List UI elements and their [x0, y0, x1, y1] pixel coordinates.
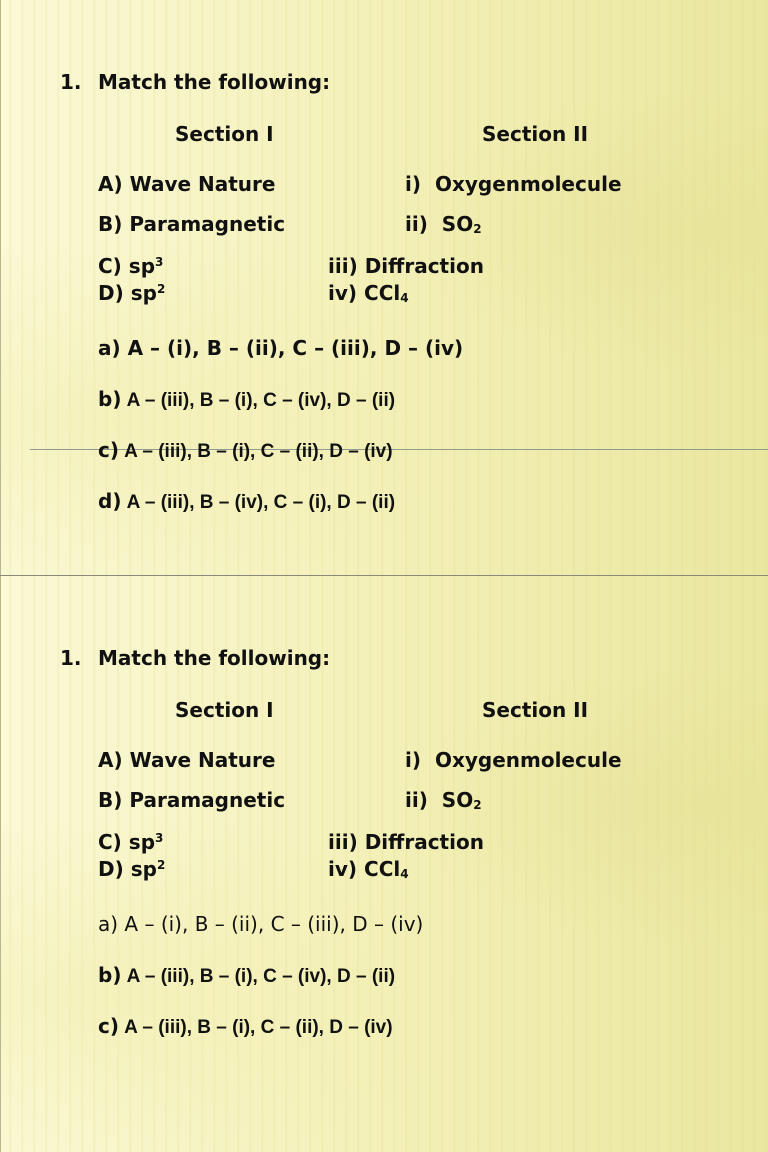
item-d-base: sp: [130, 281, 157, 305]
slide-edge: [0, 0, 1, 576]
question-number: 1.: [60, 70, 82, 94]
item-d-sup: 2: [156, 858, 166, 872]
item-c: [98, 254, 163, 278]
item-c-label: C): [98, 830, 122, 854]
option-a: [98, 336, 463, 360]
section-1-header: Section I: [175, 698, 274, 722]
item-c-label: C): [98, 254, 122, 278]
section-2-header: Section II: [482, 698, 589, 722]
match-iv-sub: 4: [400, 291, 409, 305]
match-ii-label: ii): [405, 788, 428, 812]
item-a-text: Wave Nature: [129, 748, 276, 772]
match-ii-sub: 2: [473, 222, 482, 236]
section-1-header: Section I: [175, 122, 274, 146]
option-a-text: A – (i), B – (ii), C – (iii), D – (iv): [127, 336, 464, 360]
item-b-label: B): [98, 212, 123, 236]
match-ii: [405, 212, 482, 236]
item-c-base: sp: [128, 830, 156, 854]
item-d: [98, 281, 165, 305]
option-d-label: d): [98, 489, 122, 513]
slide-edge: [0, 576, 1, 1152]
option-d: [98, 489, 395, 514]
match-iv-sub: 4: [400, 867, 409, 881]
match-iv-base: CCl: [364, 857, 401, 881]
match-iv: [328, 857, 409, 881]
match-iii-text: Diffraction: [364, 254, 484, 278]
item-c-sup: 3: [155, 831, 164, 845]
item-b: [98, 212, 285, 236]
match-ii: [405, 788, 482, 812]
match-i: [405, 172, 622, 196]
item-c-base: sp: [128, 254, 156, 278]
item-c-sup: 3: [155, 255, 164, 269]
match-i-text: Oxygenmolecule: [434, 748, 622, 772]
option-c: [98, 438, 393, 463]
question-text: Match the following:: [98, 646, 331, 670]
option-b-label: b): [98, 963, 122, 987]
match-iii-text: Diffraction: [364, 830, 484, 854]
option-b-text: A – (iii), B – (i), C – (iv), D – (ii): [126, 390, 396, 411]
item-b-text: Paramagnetic: [129, 788, 286, 812]
option-a-label: a): [98, 336, 121, 360]
match-ii-label: ii): [405, 212, 428, 236]
item-d-label: D): [98, 857, 124, 881]
section-2-header: Section II: [482, 122, 589, 146]
match-iv: [328, 281, 409, 305]
item-d: [98, 857, 165, 881]
option-c-label: c): [98, 438, 119, 462]
match-iv-base: CCl: [364, 281, 401, 305]
match-iii-label: iii): [328, 254, 358, 278]
option-c-text: A – (iii), B – (i), C – (ii), D – (iv): [124, 441, 393, 462]
option-c-label: c): [98, 1014, 119, 1038]
match-iii-label: iii): [328, 830, 358, 854]
match-ii-base: SO: [441, 788, 474, 812]
slide-2: [0, 576, 768, 1152]
question-number: 1.: [60, 646, 82, 670]
option-b-text: A – (iii), B – (i), C – (iv), D – (ii): [126, 966, 396, 987]
item-d-label: D): [98, 281, 124, 305]
option-c: [98, 1014, 393, 1039]
item-b: [98, 788, 285, 812]
option-a: [98, 912, 423, 936]
match-iii: [328, 830, 484, 854]
item-b-label: B): [98, 788, 123, 812]
item-a: [98, 172, 275, 196]
option-a-text: A – (i), B – (ii), C – (iii), D – (iv): [124, 912, 424, 936]
match-ii-base: SO: [441, 212, 474, 236]
option-b: [98, 963, 395, 988]
item-a: [98, 748, 275, 772]
match-i: [405, 748, 622, 772]
item-a-label: A): [98, 748, 123, 772]
match-iii: [328, 254, 484, 278]
option-d-text: A – (iii), B – (iv), C – (i), D – (ii): [126, 492, 396, 513]
match-ii-sub: 2: [473, 798, 482, 812]
item-a-text: Wave Nature: [129, 172, 276, 196]
match-i-text: Oxygenmolecule: [434, 172, 622, 196]
option-c-text: A – (iii), B – (i), C – (ii), D – (iv): [124, 1017, 393, 1038]
item-d-sup: 2: [156, 282, 166, 296]
option-b-label: b): [98, 387, 122, 411]
item-a-label: A): [98, 172, 123, 196]
question-text: Match the following:: [98, 70, 331, 94]
match-i-label: i): [405, 172, 421, 196]
option-a-label: a): [98, 912, 119, 936]
option-b: [98, 387, 395, 412]
match-iv-label: iv): [328, 281, 358, 305]
item-d-base: sp: [130, 857, 157, 881]
match-iv-label: iv): [328, 857, 358, 881]
item-b-text: Paramagnetic: [129, 212, 286, 236]
item-c: [98, 830, 163, 854]
match-i-label: i): [405, 748, 421, 772]
